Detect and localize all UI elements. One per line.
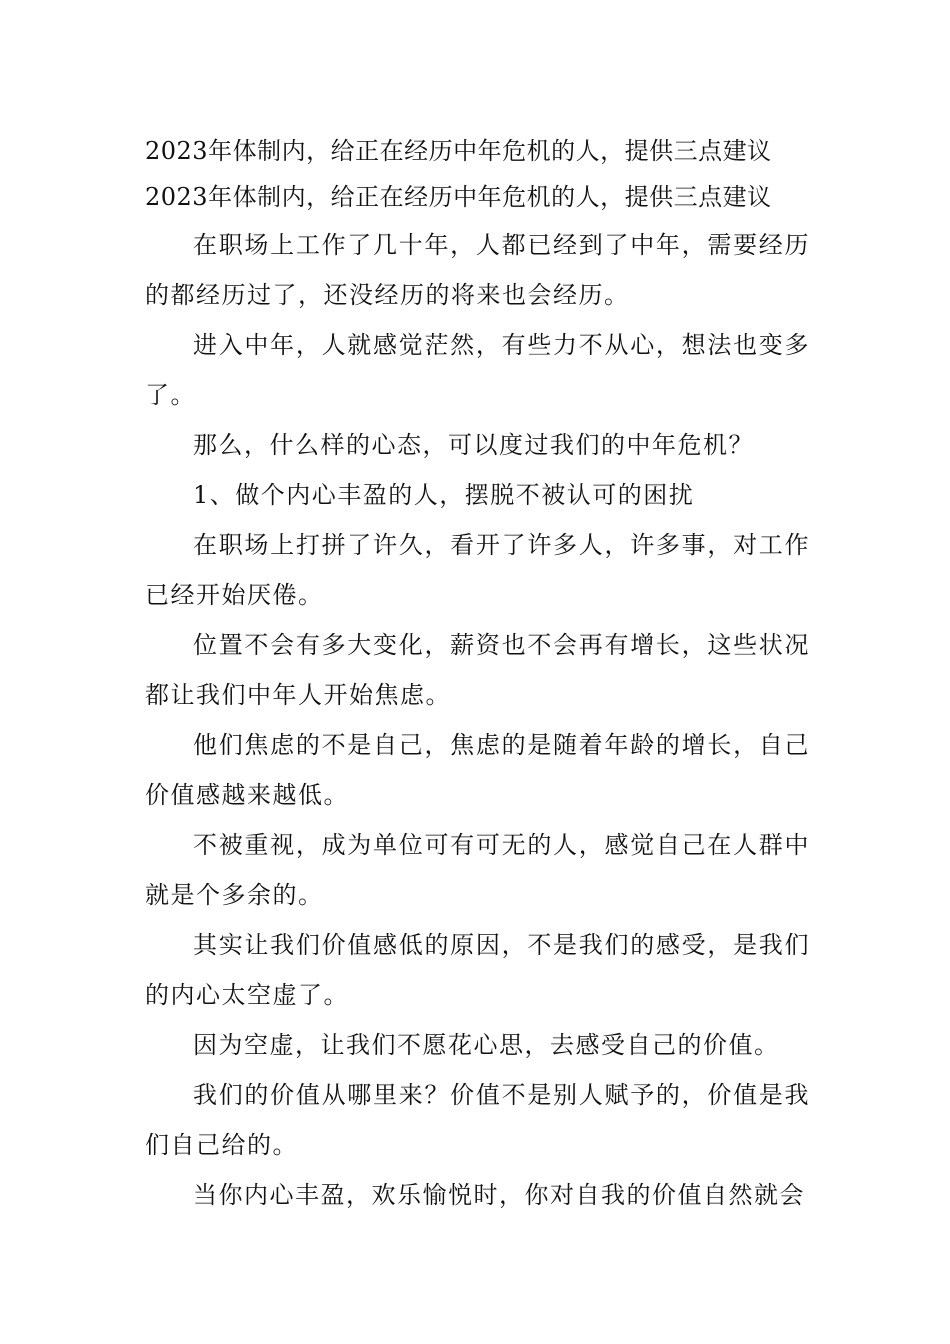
paragraph: 那么，什么样的心态，可以度过我们的中年危机？ <box>193 431 754 459</box>
paragraph: 不被重视，成为单位可有可无的人，感觉自己在人群中就是个多余的。 <box>145 831 810 909</box>
paragraph: 其实让我们价值感低的原因，不是我们的感受，是我们的内心太空虚了。 <box>145 931 810 1009</box>
paragraph: 因为空虚，让我们不愿花心思，去感受自己的价值。 <box>193 1031 780 1059</box>
document-title: 2023年体制内，给正在经历中年危机的人，提供三点建议 <box>145 137 772 165</box>
paragraph: 在职场上工作了几十年，人都已经到了中年，需要经历的都经历过了，还没经历的将来也会经历。 <box>145 231 810 309</box>
paragraph: 进入中年，人就感觉茫然，有些力不从心，想法也变多了。 <box>145 331 810 409</box>
section-heading: 1、做个内心丰盈的人，摆脱不被认可的困扰 <box>193 481 695 509</box>
document-body <box>145 128 810 1220</box>
paragraph: 他们焦虑的不是自己，焦虑的是随着年龄的增长，自己价值感越来越低。 <box>145 731 810 809</box>
document-title-repeat: 2023年体制内，给正在经历中年危机的人，提供三点建议 <box>145 183 772 211</box>
paragraph: 我们的价值从哪里来？价值不是别人赋予的，价值是我们自己给的。 <box>145 1081 810 1159</box>
paragraph: 当你内心丰盈，欢乐愉悦时，你对自我的价值自然就会 <box>193 1181 805 1209</box>
paragraph: 在职场上打拼了许久，看开了许多人，许多事，对工作已经开始厌倦。 <box>145 531 810 609</box>
paragraph: 位置不会有多大变化，薪资也不会再有增长，这些状况都让我们中年人开始焦虑。 <box>145 631 810 709</box>
